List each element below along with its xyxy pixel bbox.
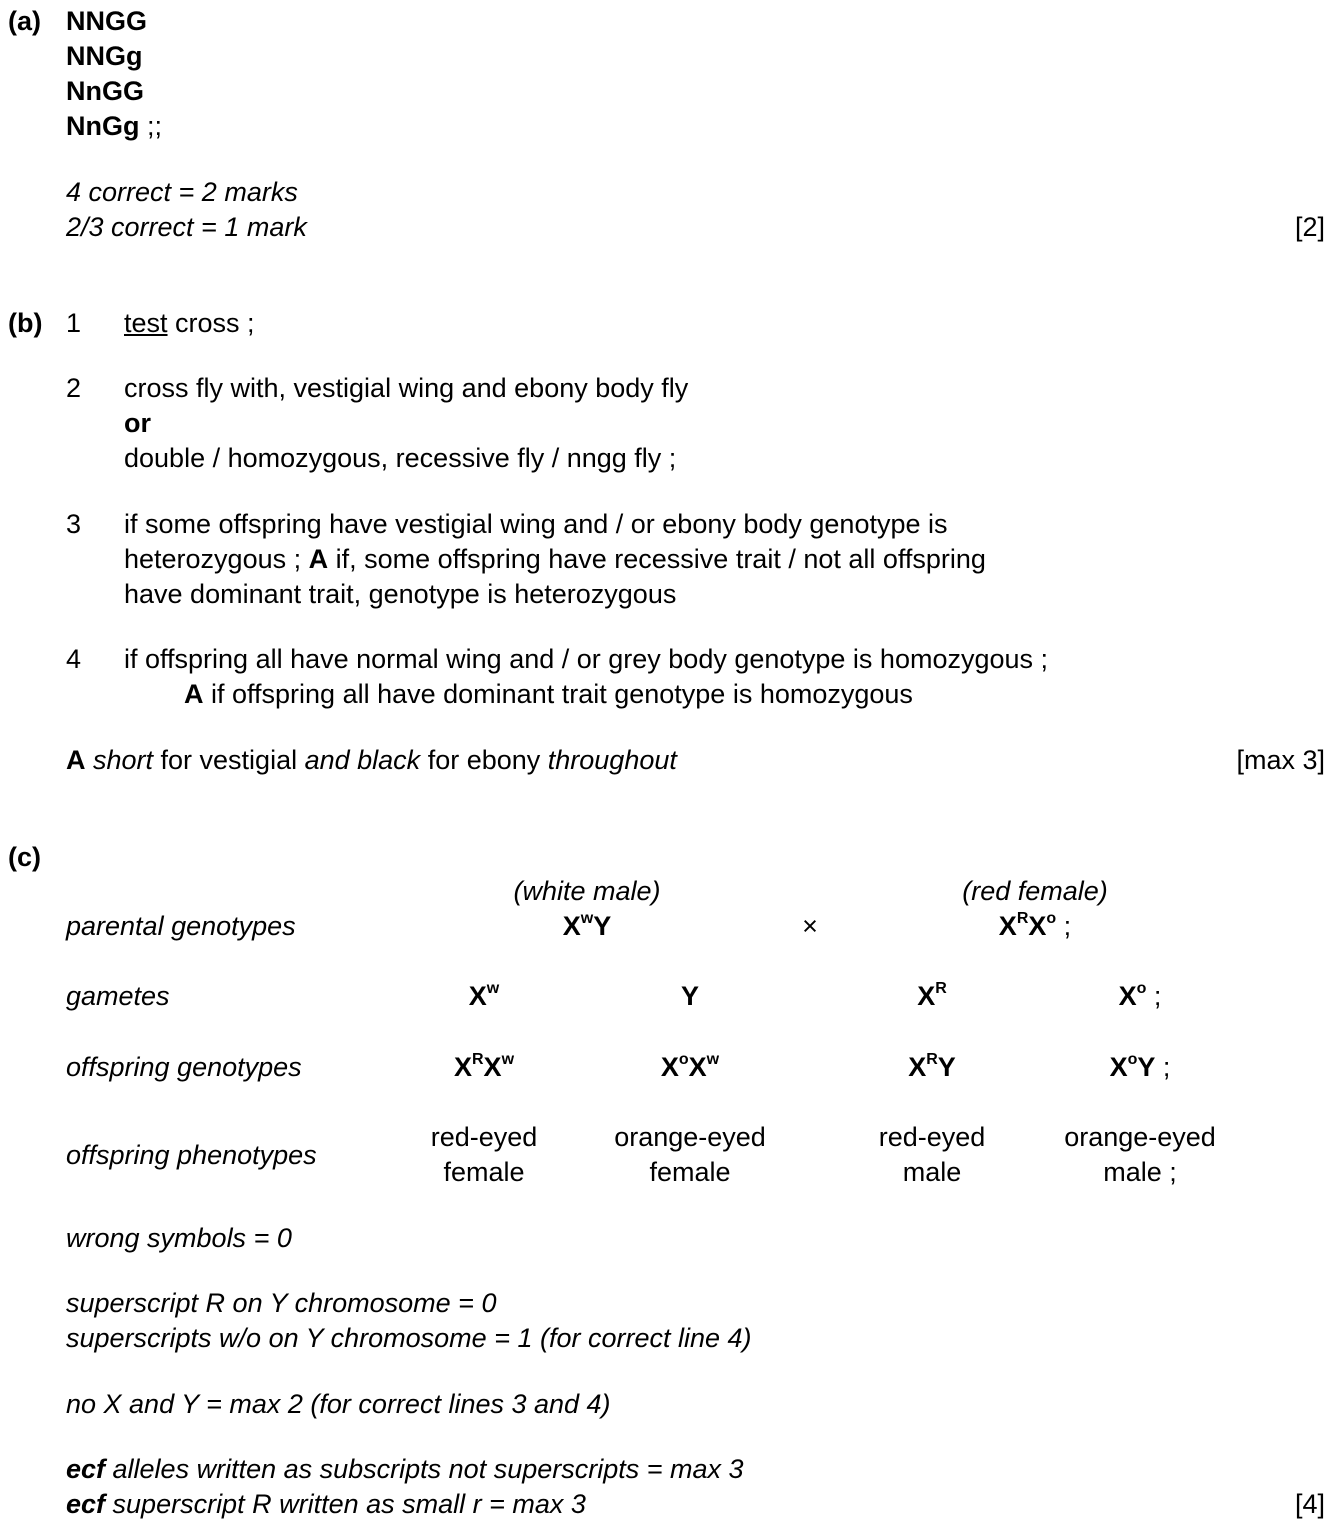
genotype-line: NNGg [66,41,143,71]
gamete: Y [680,981,699,1011]
part-a-label: (a) [8,6,41,36]
phenotype: orange-eyed male ; [1064,1122,1216,1187]
phenotype: orange-eyed female [614,1122,766,1187]
point-text: have dominant trait, genotype is heterozygous [124,579,677,609]
point-number: 1 [66,308,82,338]
point-text-part: if, some offspring have recessive trait / not all offspring [328,544,986,574]
genotype-line: NNGG [66,6,147,36]
cross-symbol: × [802,911,818,941]
point-text: cross ; [167,308,255,338]
point-number: 4 [66,644,82,674]
underlined-term: test [124,308,168,338]
footer-note [66,743,677,778]
marks-a: [2] [1294,212,1325,242]
point-text: if some offspring have vestigial wing and / or ebony body genotype is [124,509,948,539]
mark-note: 4 correct = 2 marks [66,177,298,207]
mark-note: superscript R on Y chromosome = 0 [66,1288,497,1318]
ecf-note [66,1487,586,1522]
point-text: cross fly with, vestigial wing and ebony body fly [124,373,689,403]
footer-part: and black [304,745,421,775]
accept-marker: A [184,679,204,709]
offspring-genotype: $X^oY$ ; [1109,1051,1171,1082]
point-1 [124,306,255,341]
point-text: if offspring all have normal wing and / or grey body genotype is homozygous ; [124,644,1049,674]
gamete: $X^w$ [468,980,500,1011]
female-genotype: $X^RX^o$ ; [998,910,1072,941]
footer-part: for ebony [420,745,548,775]
offspring-genotype: $X^oX^w$ [660,1051,720,1082]
female-caption: (red female) [962,876,1108,906]
mark-note: superscripts w/o on Y chromosome = 1 (for correct line 4) [66,1323,752,1353]
mark-note: wrong symbols = 0 [66,1223,292,1253]
point-text [124,542,986,577]
ecf-keyword: ecf [66,1454,106,1484]
ecf-note [66,1452,744,1487]
ecf-text: superscript R written as small r = max 3 [105,1489,586,1519]
genotype-line [66,109,162,144]
mark-note: no X and Y = max 2 (for correct lines 3 and 4) [66,1389,611,1419]
or-keyword: or [124,408,151,438]
mark-note: 2/3 correct = 1 mark [66,212,307,242]
accept-marker: A [308,544,329,574]
ecf-text: alleles written as subscripts not superscripts = max 3 [105,1454,744,1484]
point-number: 2 [66,373,82,403]
part-c-label: (c) [8,842,41,872]
marks-b: [max 3] [1236,745,1325,775]
gamete: $X^R$ [917,980,947,1011]
footer-part: short [85,745,154,775]
phenotype: red-eyed female [430,1122,538,1187]
accept-marker: A [66,745,86,775]
genotype-suffix: ;; [139,111,163,141]
male-caption: (white male) [513,876,661,906]
male-genotype: $X^wY$ [562,910,612,941]
row-label-offspring-phenotypes: offspring phenotypes [66,1140,317,1170]
point-text-part: heterozygous ; [124,544,309,574]
footer-part: for vestigial [153,745,305,775]
genotype-line: NnGG [66,76,144,106]
offspring-genotype: $X^RX^w$ [453,1051,515,1082]
offspring-genotype: $X^RY$ [908,1051,956,1082]
row-label-parental: parental genotypes [66,911,296,941]
point-number: 3 [66,509,82,539]
row-label-offspring-genotypes: offspring genotypes [66,1052,302,1082]
point-text-part: if offspring all have dominant trait genotype is homozygous [203,679,913,709]
phenotype: red-eyed male [878,1122,986,1187]
footer-part: throughout [547,745,677,775]
gamete: $X^o$ ; [1118,980,1162,1011]
ecf-keyword: ecf [66,1489,106,1519]
point-text: double / homozygous, recessive fly / nngg fly ; [124,443,677,473]
part-b-label: (b) [8,308,43,338]
point-text [184,677,913,712]
marks-c: [4] [1294,1489,1325,1519]
genotype-text: NnGg [66,111,140,141]
row-label-gametes: gametes [66,981,170,1011]
